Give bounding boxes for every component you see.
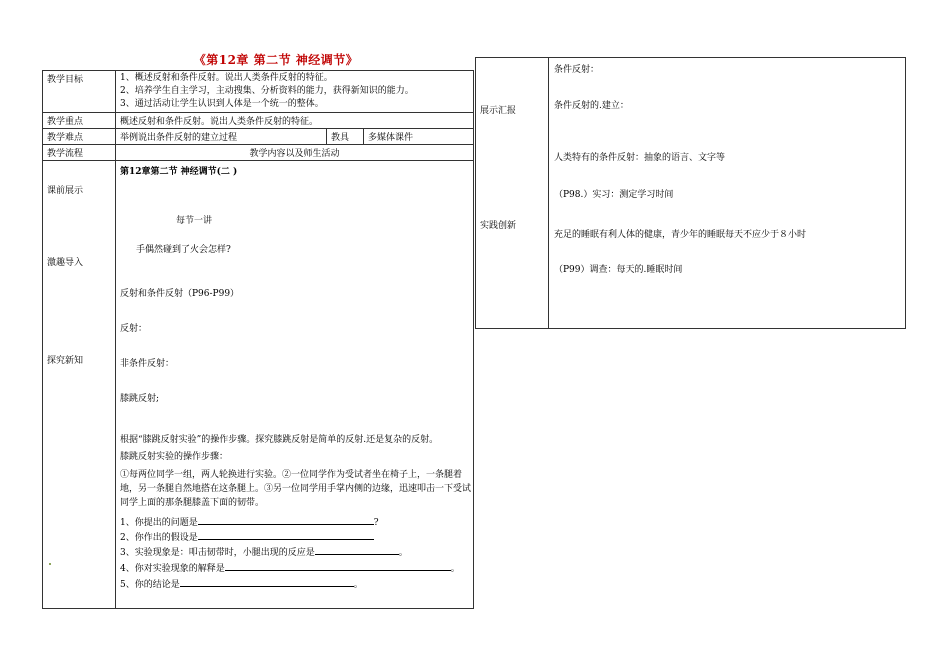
experiment-steps: ①每两位同学一组，两人轮换进行实验。②一位同学作为受试者坐在椅子上，一条腿着地，另一条腿自然地搭在这条腿上。③另一位同学用手掌内侧的边缘，迅速叩击一下受试同学上面的那条腿膝盖下面的韧带。 xyxy=(120,470,472,508)
difficulty-label: 教学难点 xyxy=(43,129,116,145)
right-labels xyxy=(476,58,549,329)
report-practice-row xyxy=(476,58,906,329)
human-reflex: 人类特有的条件反射：抽象的语言、文字等 xyxy=(554,153,726,163)
question-2-text: 2、你作出的假设是 xyxy=(120,533,198,543)
report-label: 展示汇报 xyxy=(480,106,517,116)
lesson-content xyxy=(116,161,474,609)
answer-blank-2[interactable] xyxy=(198,530,374,540)
unconditioned-term: 非条件反射： xyxy=(120,359,175,369)
question-3 xyxy=(120,545,408,558)
flow-text: 教学内容以及师生活动 xyxy=(116,145,474,161)
section-labels xyxy=(43,161,116,609)
conditioned-establish: 条件反射的.建立： xyxy=(554,101,629,111)
question-4 xyxy=(120,561,460,574)
question-5-suffix: 。 xyxy=(353,580,363,590)
goals-row xyxy=(43,71,474,113)
sleep-note: 充足的睡眠有利人体的健康，青少年的睡眠每天不应少于８小时 xyxy=(554,230,807,240)
difficulty-row xyxy=(43,129,474,145)
answer-blank-5[interactable] xyxy=(180,577,354,587)
report-practice-table xyxy=(475,57,906,329)
question-4-suffix: 。 xyxy=(450,564,460,574)
right-content xyxy=(549,58,906,329)
instruction-1: 根据“膝跳反射实验”的操作步骤。探究膝跳反射是简单的反射.还是复杂的反射。 xyxy=(120,435,439,445)
knee-term: 膝跳反射; xyxy=(120,394,160,404)
difficulty-text: 举例说出条件反射的建立过程 xyxy=(116,129,327,145)
question-1-text: 1、你提出的问题是 xyxy=(120,518,198,528)
reflex-term: 反射： xyxy=(120,324,148,334)
content-row xyxy=(43,161,474,609)
key-row xyxy=(43,113,474,129)
page-title: 《第12章 第二节 神经调节》 xyxy=(193,53,359,67)
practice-label: 实践创新 xyxy=(480,221,517,231)
question-2 xyxy=(120,530,374,543)
instruction-2: 膝跳反射实验的操作步骤： xyxy=(120,452,229,462)
question-5 xyxy=(120,577,363,590)
question-1-suffix: ? xyxy=(373,518,379,528)
aids-text: 多媒体课件 xyxy=(364,129,474,145)
section-explore: 探究新知 xyxy=(47,356,84,366)
answer-blank-4[interactable] xyxy=(225,561,451,571)
reflex-title: 反射和条件反射（P96-P99） xyxy=(120,289,240,299)
lesson-plan-table xyxy=(42,70,474,609)
question-1 xyxy=(120,515,379,528)
answer-blank-3[interactable] xyxy=(315,545,399,555)
key-label: 教学重点 xyxy=(43,113,116,129)
key-text: 概述反射和条件反射。说出人类条件反射的特征。 xyxy=(116,113,474,129)
goals-cell xyxy=(116,71,474,113)
practice-timing: （P98.）实习：测定学习时间 xyxy=(554,190,674,200)
question-5-text: 5、你的结论是 xyxy=(120,580,180,590)
question-3-suffix: 。 xyxy=(398,548,408,558)
conditioned-reflex: 条件反射： xyxy=(554,65,600,75)
weekly-talk: 每节一讲 xyxy=(176,216,213,226)
flow-label: 教学流程 xyxy=(43,145,116,161)
section-preview: 课前展示 xyxy=(47,186,84,196)
answer-blank-1[interactable] xyxy=(198,515,374,525)
section-intro: 激趣导入 xyxy=(47,258,84,268)
flow-row xyxy=(43,145,474,161)
question-3-text: 3、实验现象是：叩击韧带时，小腿出现的反应是 xyxy=(120,548,315,558)
sleep-survey: （P99）调查：每天的.睡眠时间 xyxy=(554,265,683,275)
content-heading: 第12章第二节 神经调节(二 ) xyxy=(120,167,238,177)
goal-item: 1、概述反射和条件反射。说出人类条件反射的特征。 xyxy=(120,73,333,83)
aids-label: 教具 xyxy=(327,129,364,145)
intro-question: 手偶然碰到了火会怎样? xyxy=(136,245,231,255)
question-4-text: 4、你对实验现象的解释是 xyxy=(120,564,225,574)
goals-label: 教学目标 xyxy=(43,71,116,113)
goal-item: 3、通过活动让学生认识到人体是一个统一的整体。 xyxy=(120,99,324,109)
goal-item: 2、培养学生自主学习，主动搜集、分析资料的能力，获得新知识的能力。 xyxy=(120,86,414,96)
marker-dot xyxy=(49,563,51,565)
